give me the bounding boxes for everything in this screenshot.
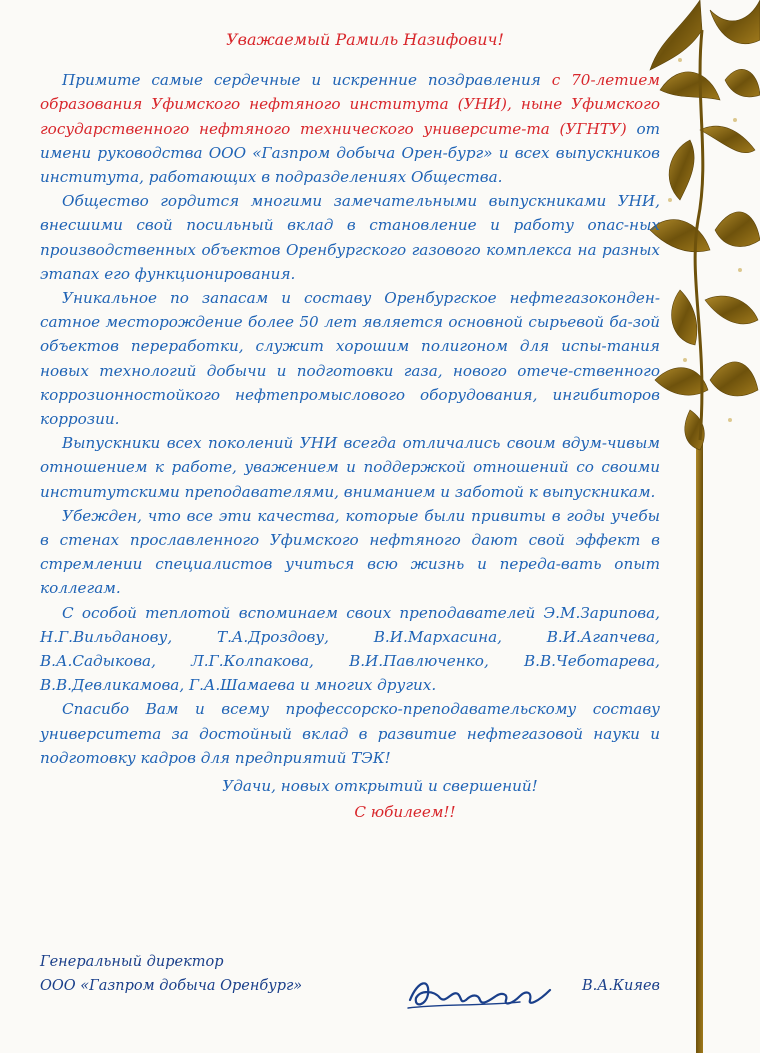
paragraph-pride: Общество гордится многими замечательными выпускниками УНИ, внесшими свой посильный вклад в становление и работу опас-ных производственных объектов Оренбургского газового комплекса на разных этапах его функционирования. [40,192,660,283]
paragraph-teachers: С особой теплотой вспоминаем своих преподавателей Э.М.Зарипова, Н.Г.Вильданову, Т.А.Дроздову, В.И.Мархасина, В.И.Агапчева, В.А.Садыкова, Л.Г.Колпакова, В.И.Павлюченко, В.В.Чеботарева, В.В.Девликамова, Г.А.Шамаева и многих других. [40,603,660,695]
jubilee-line: С юбилеем!! [354,803,456,822]
paragraph-graduates: Выпускники всех поколений УНИ всегда отличались своим вдум-чивым отношением к работе, уважением и поддержкой отношений со своими институтскими преподавателями, вниманием и заботой к выпускникам. [40,434,660,501]
signature-block [40,950,660,998]
signer-name: В.А.Кияев [581,978,660,994]
greeting: Уважаемый Рамиль Назифович! [226,30,504,49]
paragraph-field: Уникальное по запасам и составу Оренбургское нефтегазоконден-сатное месторождение более 50 лет является основной сырьевой ба-зой объектов переработки, служит хорошим полигоном для испы-тания новых технологий добычи и подготовки газа, нового отече-ственного коррозионностойкого нефтепромыслового оборудования, ингибиторов коррозии. [40,289,660,429]
signer-position: Генеральный директор [40,954,224,970]
p1-text-b: от имени руководства ООО «Газпром добыча Орен-бург» и всех выпускников института, работающих в подразделениях Общества. [40,119,661,187]
paragraph-congratulations [40,68,660,189]
wishes-line: Удачи, новых открытий и свершений! [222,777,538,796]
handwritten-signature [400,960,560,1016]
p1-text-a: Примите самые сердечные и искренние поздравления [62,71,552,90]
paragraph-qualities: Убежден, что все эти качества, которые были привиты в годы учебы в стенах прославленного Уфимского нефтяного дают свой эффект в стремлении специалистов учиться всю жизнь и переда-вать опыт коллегам. [40,506,660,598]
signer-company: ООО «Газпром добыча Оренбург» [40,978,303,994]
paragraph-thanks: Спасибо Вам и всему профессорско-преподавательскому составу университета за достойный вклад в развитие нефтегазовой науки и подготовку кадров для предприятий ТЭК! [40,700,660,767]
p1-highlight: с 70-летием образования Уфимского нефтяного института (УНИ), ныне Уфимского государственного нефтяного технического университе-та (УГНТУ) [40,71,660,138]
letter-body [40,28,660,825]
